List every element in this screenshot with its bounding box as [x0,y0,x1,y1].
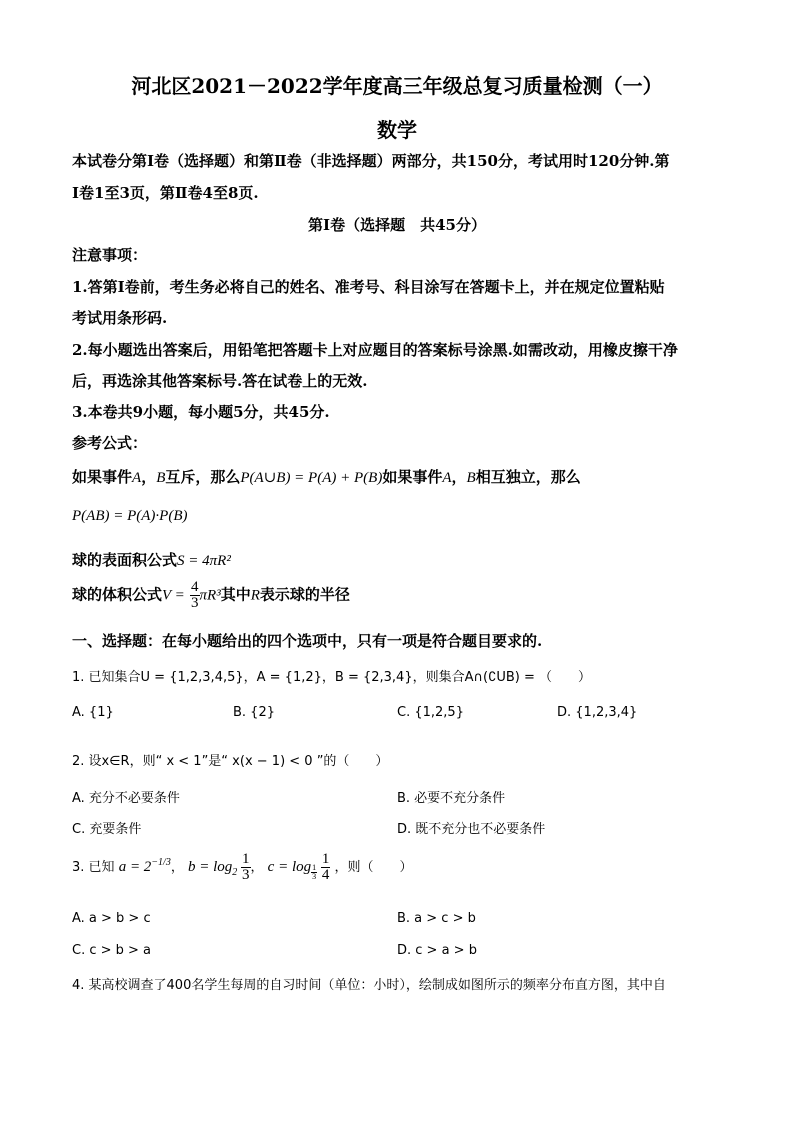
expr-b-log: b = log [187,858,233,875]
intro-line-2: Ⅰ卷1至3页，第Ⅱ卷4至8页. [72,184,259,202]
expr-c-base [311,863,317,882]
expr-c-base-den: 3 [312,872,317,882]
sphere-volume-where: 其中 [220,585,251,604]
note-3: 3.本卷共9小题，每小题5分，共45分. [72,403,330,421]
exam-title: 河北区2021－2022学年度高三年级总复习质量检测（一） [131,74,663,98]
question-2-option-d: D. 既不充分也不必要条件 [397,822,546,837]
expr-c-base-fraction [311,864,317,881]
expr-b [187,851,251,883]
sphere-volume-tail: 表示球的半径 [259,585,350,604]
question-1-option-b: B. {2} [233,705,275,720]
section-1-heading: 一、选择题：在每小题给出的四个选项中，只有一项是符合题目要求的. [72,632,543,650]
sphere-volume-rest: πR³ [199,587,221,604]
subject-title: 数学 [377,118,417,142]
expr-b-fraction [241,852,251,883]
question-3-option-b: B. a > c > b [397,911,476,926]
question-1-option-c: C. {1,2,5} [397,705,464,720]
fraction-numerator: 4 [191,579,199,595]
fraction-denominator: 3 [191,595,199,611]
formula-events-line [72,466,581,487]
sphere-volume-label: 球的体积公式 [72,585,163,604]
formula-union-prob: P(A∪B) = P(A) + P(B) [240,470,383,486]
expr-b-num: 1 [242,851,250,867]
intro-line-1: 本试卷分第Ⅰ卷（选择题）和第Ⅱ卷（非选择题）两部分，共150分，考试用时120分钟.第 [72,152,670,170]
note-2-line-1: 2.每小题选出答案后，用铅笔把答题卡上对应题目的答案标号涂黑.如需改动，用橡皮擦干净 [72,341,678,359]
formula-sep-2: ， [451,468,467,486]
formula-exclusive: 互斥，那么 [165,468,241,486]
note-1-line-2: 考试用条形码. [72,309,168,327]
sphere-area-line [72,549,231,570]
event-b-2: B [466,470,476,486]
expr-c [267,851,331,883]
question-2-option-b: B. 必要不充分条件 [397,791,506,806]
question-3-option-d: D. c > a > b [397,943,477,958]
question-3-option-c: C. c > b > a [72,943,152,958]
expr-c-fraction [321,852,331,883]
expr-b-base: 2 [232,866,238,878]
expr-c-den: 4 [321,867,330,883]
sphere-volume-fraction [190,580,200,611]
event-a-2: A [442,470,452,486]
event-b: B [156,470,166,486]
question-1-stem: 1. 已知集合U = {1,2,3,4,5}，A = {1,2}，B = {2,3,4}，则集合A∩(∁UB) = （ ） [72,670,592,685]
part1-heading: 第Ⅰ卷（选择题 共45分） [308,216,486,234]
expr-a-exponent: −1/3 [151,856,171,868]
sphere-volume-v: V = [162,587,185,604]
notes-heading: 注意事项： [72,246,148,264]
question-2-stem: 2. 设x∈R，则“ x < 1”是“ x(x − 1) < 0 ”的（ ） [72,754,389,769]
note-1-line-1: 1.答第Ⅰ卷前，考生务必将自己的姓名、准考号、科目涂写在答题卡上，并在规定位置粘贴 [72,278,665,296]
sphere-volume-line [72,580,350,611]
question-3-prefix: 3. 已知 [72,859,115,875]
question-3-stem: 3. 已知 $a = 2^{-1/3}$， $b = \log_2$ $\frac{1}{3}$ ， c = log $_{\frac{1}{3}}$ $\frac{1}{4}$ ，则（ ） [72,851,413,883]
formula-events-prefix-2: 如果事件 [382,468,443,486]
formula-independent: 相互独立，那么 [475,468,581,486]
expr-a [118,856,171,875]
expr-c-num: 1 [321,851,330,867]
question-3-suffix: ，则（ ） [334,859,413,875]
question-1-option-a: A. {1} [72,705,114,720]
note-2-line-2: 后，再选涂其他答案标号.答在试卷上的无效. [72,372,368,390]
question-2-option-a: A. 充分不必要条件 [72,791,180,806]
question-4-stem: 4. 某高校调查了400名学生每周的自习时间（单位：小时），绘制成如图所示的频率分布直方图，其中自 [72,978,666,993]
question-3-option-a: A. a > b > c [72,911,151,926]
expr-c-base-num: 1 [312,863,317,873]
event-a: A [132,470,142,486]
expr-a-base: a = 2 [118,858,152,875]
formula-product-prob: P(AB) = P(A)·P(B) [72,508,188,524]
formula-sep: ， [141,468,157,486]
sphere-area-expr: S = 4πR² [177,553,231,569]
formulas-heading: 参考公式： [72,434,148,452]
sphere-radius-symbol: R [250,587,260,604]
question-1-option-d: D. {1,2,3,4} [557,705,638,720]
formula-events-prefix: 如果事件 [72,468,133,486]
expr-c-log: c = log [267,858,312,875]
question-2-option-c: C. 充要条件 [72,822,142,837]
expr-b-den: 3 [242,867,250,883]
sphere-area-label: 球的表面积公式 [72,551,178,569]
